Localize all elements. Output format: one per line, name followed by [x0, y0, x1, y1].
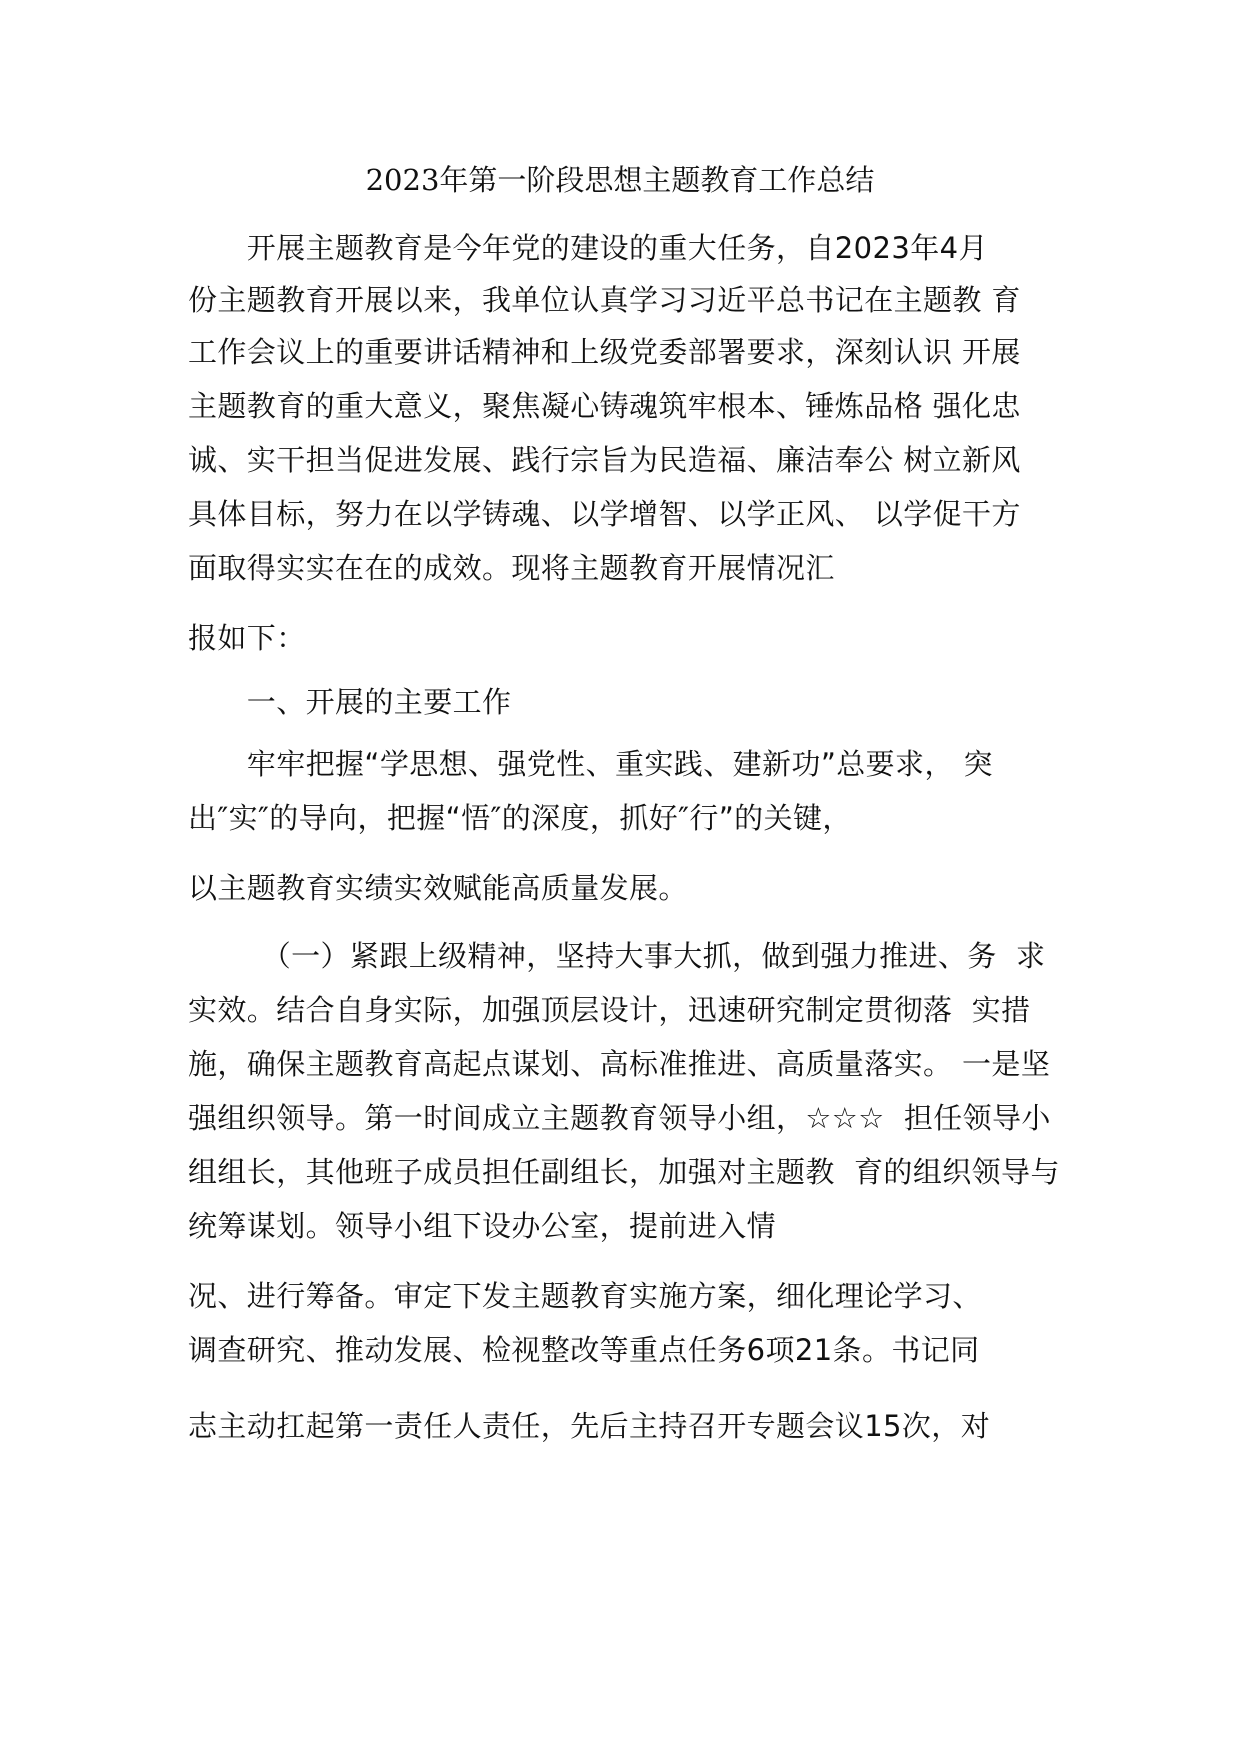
paragraph-line: 实效。结合自身实际，加强顶层设计，迅速研究制定贯彻落 实措: [188, 993, 1031, 1027]
paragraph-line: 出″实″的导向，把握“悟″的深度，抓好″行”的关键，: [188, 801, 852, 835]
paragraph-line: 诚、实干担当促进发展、践行宗旨为民造福、廉洁奉公 树立新风: [188, 443, 1021, 477]
paragraph-line: 份主题教育开展以来，我单位认真学习习近平总书记在主题教 育: [188, 283, 1021, 317]
paragraph-line: 况、进行筹备。审定下发主题教育实施方案，细化理论学习、: [188, 1279, 982, 1313]
document-title: 2023年第一阶段思想主题教育工作总结: [365, 163, 875, 197]
paragraph-line: 强组织领导。第一时间成立主题教育领导小组，☆☆☆ 担任领导小: [188, 1101, 1051, 1135]
paragraph-line: 统筹谋划。领导小组下设办公室，提前进入情: [188, 1209, 777, 1243]
paragraph-line: 报如下：: [188, 621, 306, 655]
section-heading: 一、开展的主要工作: [188, 685, 512, 719]
paragraph-line: 志主动扛起第一责任人责任，先后主持召开专题会议15次，对: [188, 1409, 991, 1443]
paragraph-line: 主题教育的重大意义，聚焦凝心铸魂筑牢根本、锤炼品格 强化忠: [188, 389, 1021, 423]
paragraph-line: 具体目标，努力在以学铸魂、以学增智、以学正风、 以学促干方: [188, 497, 1021, 531]
paragraph-line: 开展主题教育是今年党的建设的重大任务，自2023年4月: [188, 231, 988, 265]
paragraph-line: 施，确保主题教育高起点谋划、高标准推进、高质量落实。 一是坚: [188, 1047, 1051, 1081]
paragraph-line: 以主题教育实绩实效赋能高质量发展。: [188, 871, 688, 905]
paragraph-line: 牢牢把握“学思想、强党性、重实践、建新功”总要求， 突: [188, 747, 993, 781]
subsection-line: （一）紧跟上级精神，坚持大事大抓，做到强力推进、务 求: [188, 939, 1046, 973]
paragraph-line: 调查研究、推动发展、检视整改等重点任务6项21条。书记同: [188, 1333, 980, 1367]
paragraph-line: 面取得实实在在的成效。现将主题教育开展情况汇: [188, 551, 835, 585]
paragraph-line: 组组长，其他班子成员担任副组长，加强对主题教 育的组织领导与: [188, 1155, 1060, 1189]
paragraph-line: 工作会议上的重要讲话精神和上级党委部署要求，深刻认识 开展: [188, 335, 1021, 369]
